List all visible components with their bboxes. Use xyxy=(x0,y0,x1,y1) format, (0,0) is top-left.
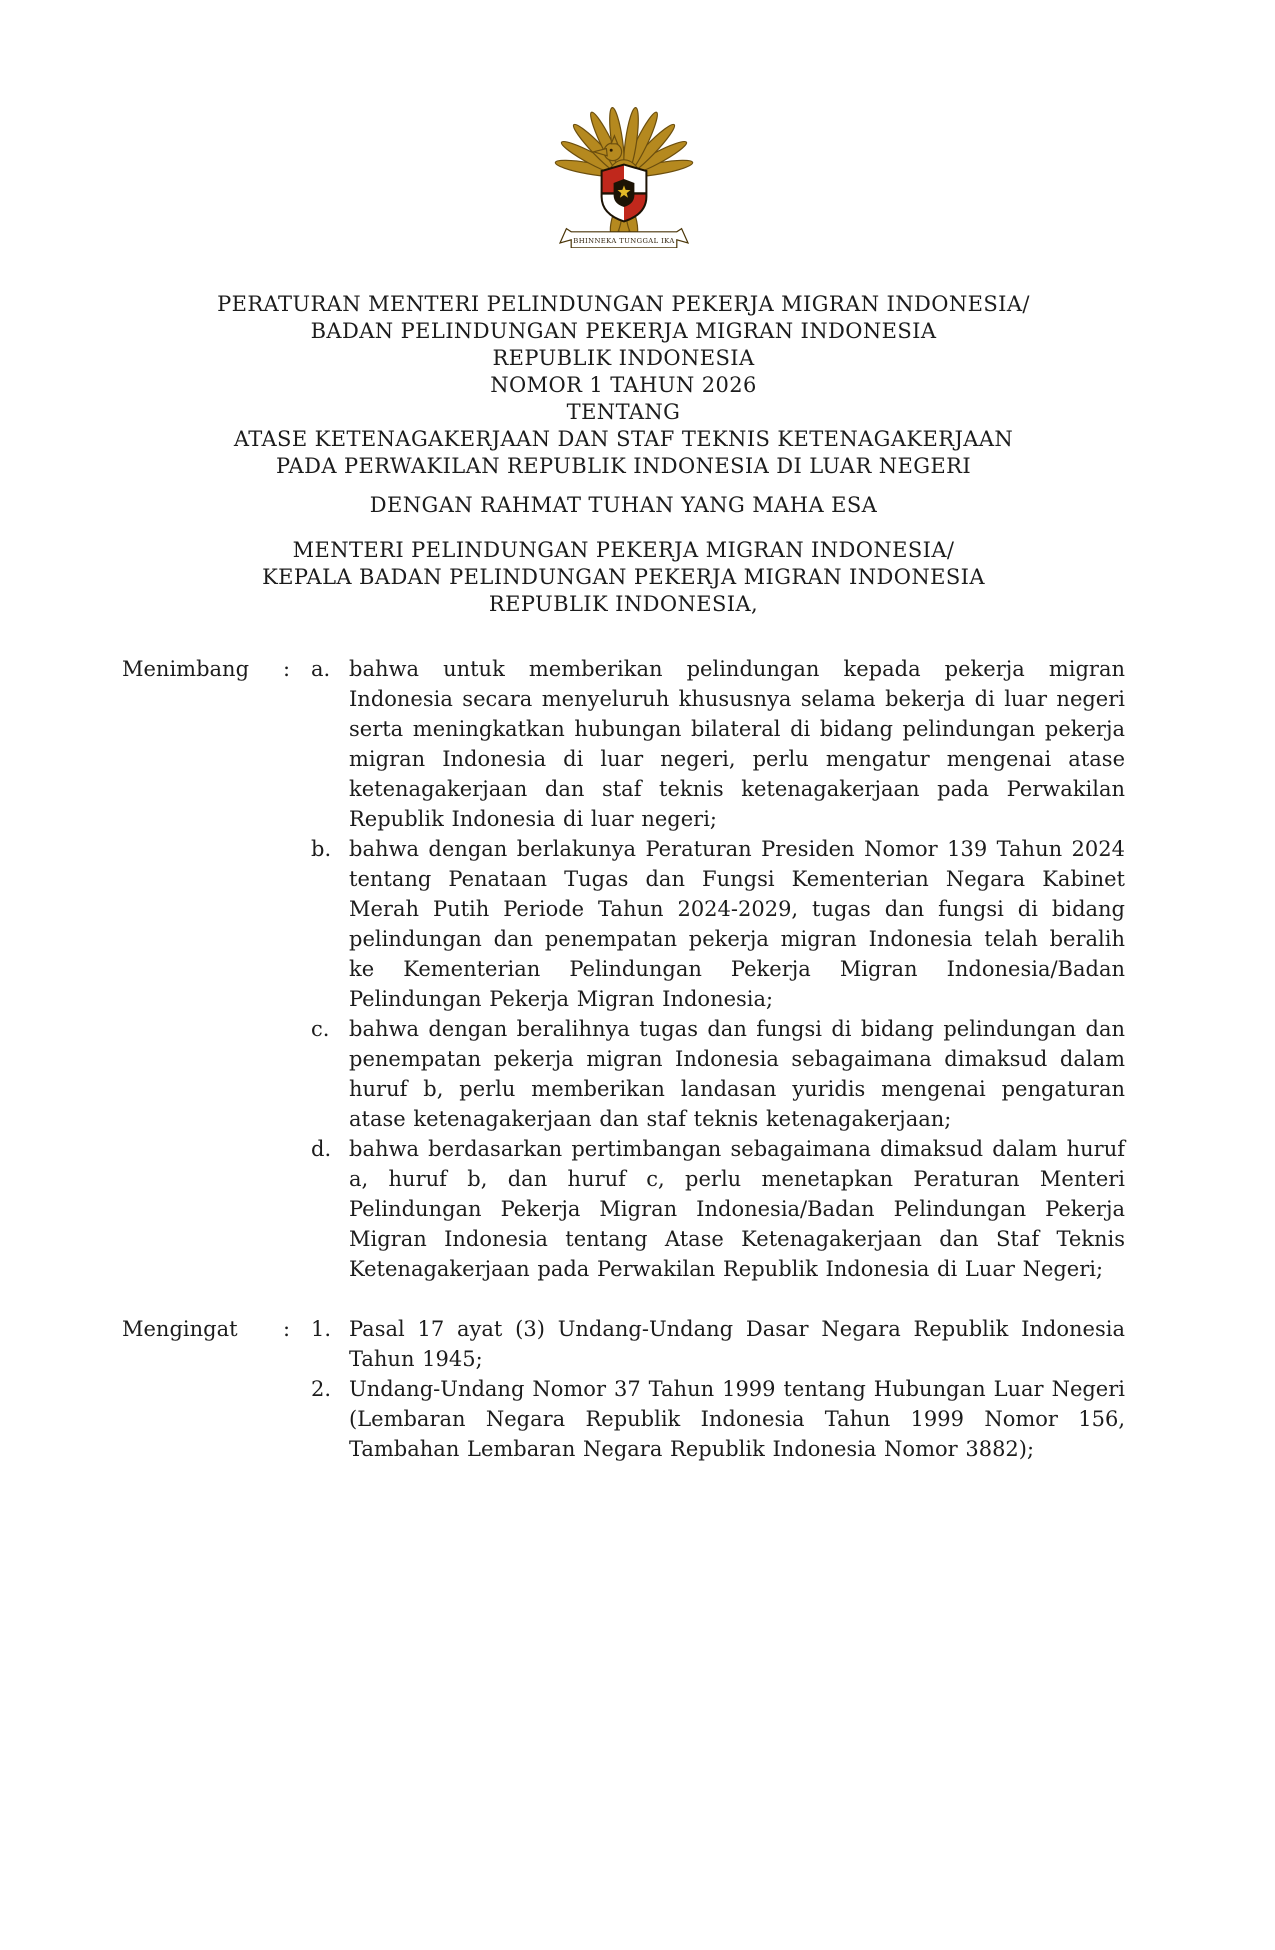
list-item xyxy=(311,1314,1125,1374)
title-line: PADA PERWAKILAN REPUBLIK INDONESIA DI LUAR NEGERI xyxy=(275,454,972,478)
regulation-title xyxy=(122,291,1125,480)
list-item xyxy=(311,1134,1125,1284)
title-line: REPUBLIK INDONESIA xyxy=(492,346,755,370)
item-text: Undang-Undang Nomor 37 Tahun 1999 tentang Hubungan Luar Negeri (Lembaran Negara Republik Indonesia Tahun 1999 Nomor 156, Tambahan Lembaran Negara Republik Indonesia Nomor 3882); xyxy=(349,1377,1125,1461)
title-line: ATASE KETENAGAKERJAAN DAN STAF TEKNIS KETENAGAKERJAAN xyxy=(233,427,1014,451)
section-items xyxy=(311,1314,1125,1464)
issuer-line: KEPALA BADAN PELINDUNGAN PEKERJA MIGRAN INDONESIA xyxy=(262,565,985,589)
motto-ribbon xyxy=(560,229,688,248)
issuer-line: MENTERI PELINDUNGAN PEKERJA MIGRAN INDONESIA/ xyxy=(292,538,955,562)
title-line: PERATURAN MENTERI PELINDUNGAN PEKERJA MIGRAN INDONESIA/ xyxy=(217,292,1030,316)
item-marker: b. xyxy=(311,837,332,861)
list-item xyxy=(311,834,1125,1014)
item-marker: a. xyxy=(311,657,331,681)
title-line: BADAN PELINDUNGAN PEKERJA MIGRAN INDONESIA xyxy=(310,319,937,343)
section-colon: : xyxy=(283,657,291,681)
item-marker: d. xyxy=(311,1137,332,1161)
emblem-motto-text: BHINNEKA TUNGGAL IKA xyxy=(572,237,675,245)
item-marker: 1. xyxy=(311,1317,332,1341)
section-mengingat xyxy=(122,1314,1125,1464)
title-line: TENTANG xyxy=(566,400,681,424)
item-marker: c. xyxy=(311,1017,330,1041)
item-text: bahwa dengan beralihnya tugas dan fungsi di bidang pelindungan dan penempatan pekerja migran Indonesia sebagaimana dimaksud dalam huruf b, perlu memberikan landasan yuridis mengenai pengaturan atase ketenagakerjaan dan staf teknis ketenagakerjaan; xyxy=(349,1017,1125,1131)
section-colon: : xyxy=(283,1317,291,1341)
invocation-line: DENGAN RAHMAT TUHAN YANG MAHA ESA xyxy=(369,493,878,517)
title-line: NOMOR 1 TAHUN 2026 xyxy=(490,373,757,397)
list-item xyxy=(311,654,1125,834)
issuer xyxy=(122,537,1125,618)
section-label: Menimbang xyxy=(122,657,250,681)
item-marker: 2. xyxy=(311,1377,332,1401)
emblem-container xyxy=(122,78,1125,253)
item-text: Pasal 17 ayat (3) Undang-Undang Dasar Negara Republik Indonesia Tahun 1945; xyxy=(349,1317,1125,1371)
list-item xyxy=(311,1014,1125,1134)
item-text: bahwa dengan berlakunya Peraturan Presiden Nomor 139 Tahun 2024 tentang Penataan Tugas dan Fungsi Kementerian Negara Kabinet Merah Putih Periode Tahun 2024-2029, tugas dan fungsi di bidang pelindungan dan penempatan pekerja migran Indonesia telah beralih ke Kementerian Pelindungan Pekerja Migran Indonesia/Badan Pelindungan Pekerja Migran Indonesia; xyxy=(349,837,1125,1011)
section-items xyxy=(311,654,1125,1284)
garuda-pancasila-emblem xyxy=(544,78,704,248)
item-text: bahwa berdasarkan pertimbangan sebagaimana dimaksud dalam huruf a, huruf b, dan huruf c, perlu menetapkan Peraturan Menteri Pelindungan Pekerja Migran Indonesia/Badan Pelindungan Pekerja Migran Indonesia tentang Atase Ketenagakerjaan dan Staf Teknis Ketenagakerjaan pada Perwakilan Republik Indonesia di Luar Negeri; xyxy=(349,1137,1125,1281)
issuer-line: REPUBLIK INDONESIA, xyxy=(488,592,759,616)
section-label: Mengingat xyxy=(122,1317,238,1341)
list-item xyxy=(311,1374,1125,1464)
item-text: bahwa untuk memberikan pelindungan kepada pekerja migran Indonesia secara menyeluruh khususnya selama bekerja di luar negeri serta meningkatkan hubungan bilateral di bidang pelindungan pekerja migran Indonesia di luar negeri, perlu mengatur mengenai atase ketenagakerjaan dan staf teknis ketenagakerjaan pada Perwakilan Republik Indonesia di luar negeri; xyxy=(349,657,1125,831)
garuda-eye xyxy=(609,149,612,152)
invocation xyxy=(122,492,1125,519)
section-menimbang xyxy=(122,654,1125,1284)
